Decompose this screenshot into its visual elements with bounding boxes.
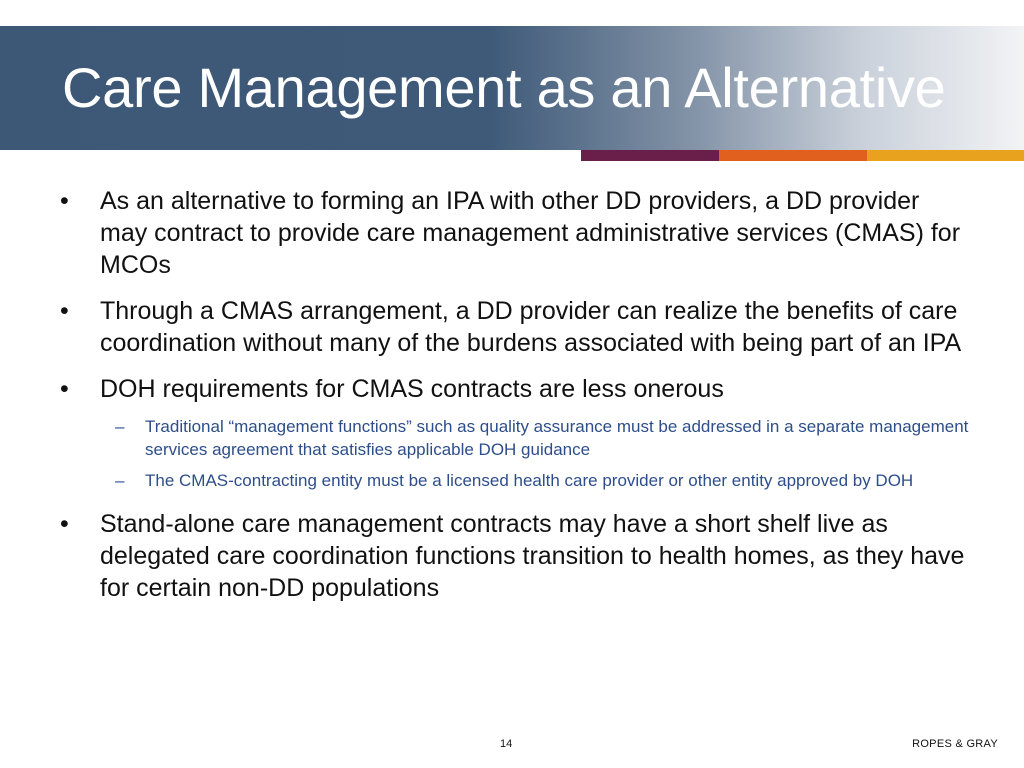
bullet-text: Through a CMAS arrangement, a DD provider can realize the benefits of care coordination without many of the burdens associated with being part of an IPA [100, 297, 962, 357]
sub-bullet-marker: – [115, 471, 125, 490]
sub-bullet-text: The CMAS-contracting entity must be a licensed health care provider or other entity approved by DOH [145, 471, 914, 490]
stripe-segment-gold [867, 150, 1024, 161]
page-number: 14 [500, 738, 513, 750]
bullet-marker: • [60, 297, 69, 325]
slide-title: Care Management as an Alternative [62, 56, 946, 119]
bullet-marker: • [60, 375, 69, 403]
accent-stripe [581, 150, 1024, 161]
bullet-marker: • [60, 187, 69, 215]
bullet-marker: • [60, 510, 69, 538]
sub-bullet-list [60, 415, 970, 492]
sub-bullet-item [115, 469, 970, 492]
footer-brand: ROPES & GRAY [912, 738, 998, 750]
bullet-item [60, 373, 970, 405]
stripe-segment-orange [719, 150, 867, 161]
sub-bullet-marker: – [115, 417, 125, 436]
stripe-segment-plum [581, 150, 719, 161]
bullet-item [60, 295, 970, 359]
bullet-text: DOH requirements for CMAS contracts are less onerous [100, 375, 724, 403]
bullet-item [60, 508, 970, 604]
bullet-list [60, 185, 970, 618]
bullet-text: Stand-alone care management contracts may have a short shelf live as delegated care coordination functions transition to health homes, as they have for certain non-DD populations [100, 510, 965, 602]
sub-bullet-text: Traditional “management functions” such as quality assurance must be addressed in a separate management services agreement that satisfies applicable DOH guidance [145, 417, 969, 459]
bullet-item [60, 185, 970, 281]
sub-bullet-item [115, 415, 970, 461]
bullet-text: As an alternative to forming an IPA with other DD providers, a DD provider may contract to provide care management administrative services (CMAS) for MCOs [100, 187, 961, 279]
